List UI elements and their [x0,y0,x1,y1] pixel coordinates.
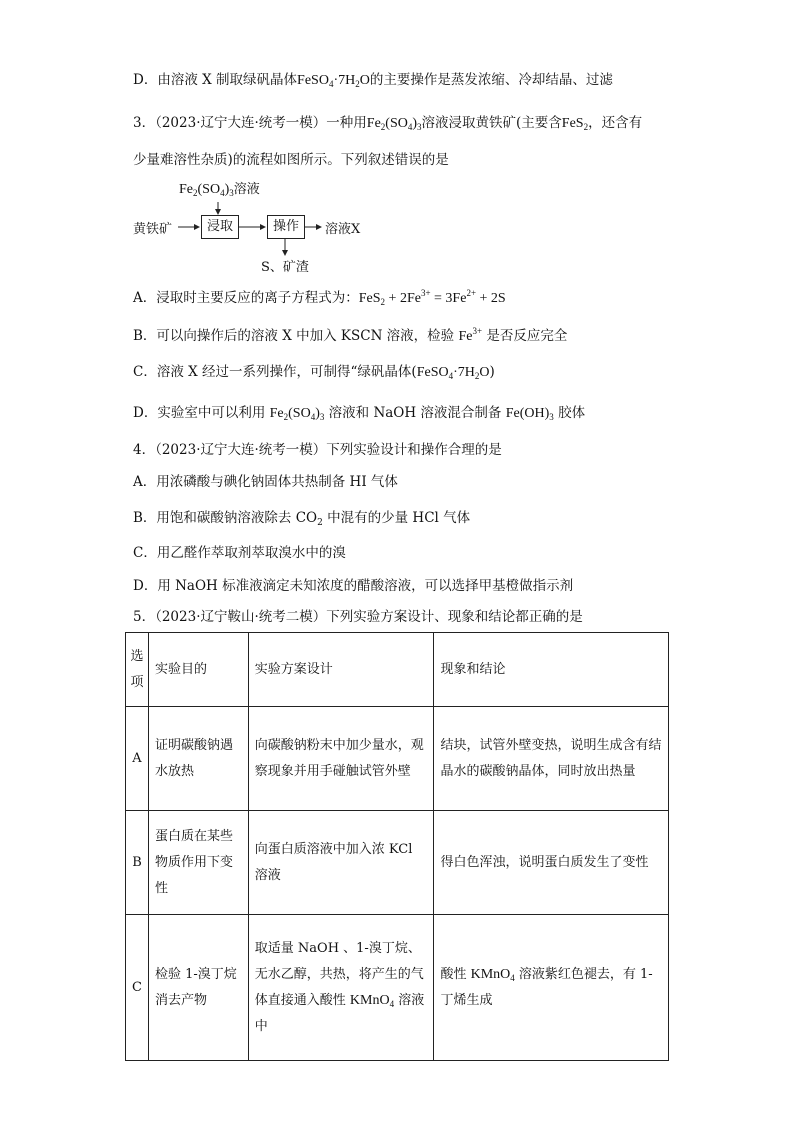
table-row [126,915,669,1061]
row-a-result: 结块，试管外壁变热，说明生成含有结晶水的碳酸钠晶体，同时放出热量 [434,707,669,811]
row-b-result: 得白色浑浊，说明蛋白质发生了变性 [434,811,669,915]
q3-reagent: $Fe_2(SO_4)_3$ [366,116,422,132]
row-c-option: C [126,915,149,1061]
header-option: 选 项 [126,633,149,707]
q3-stem-part3: 少量难溶性杂质)的流程如图所示。下列叙述错误的是 [133,152,449,168]
flow-output: 溶液X [325,222,361,237]
q3-stem-line1 [133,113,642,134]
q3-mineral: FeS$_2$ [561,116,589,132]
q5-stem: 5．（2023·辽宁鞍山·统考二模）下列实验方案设计、现象和结论都正确的是 [133,609,583,625]
q4-option-c: C．用乙醛作萃取剂萃取溴水中的溴 [133,545,346,561]
table-header-row [126,633,669,707]
row-b-purpose: 蛋白质在某些物质作用下变性 [148,811,248,915]
q2-option-d-formula: $FeSO_4\cdot 7H_2O$ [297,73,370,89]
q2-option-d-text: D．由溶液 X 制取绿矾晶体 [133,72,298,88]
q3-option-a: A．浸取时主要反应的离子方程式为：$FeS_2 + 2Fe^{3+} = 3Fe^{2+} + 2S$ [133,288,506,307]
flow-box-leach: 浸取 [201,215,239,239]
q4-option-a: A．用浓磷酸与碘化钠固体共热制备 HI 气体 [133,474,398,490]
q3-option-b: B．可以向操作后的溶液 X 中加入 KSCN 溶液，检验 $Fe^{3+}$ 是否反应完全 [133,326,568,344]
flow-input: 黄铁矿 [133,222,173,237]
row-c-purpose: 检验 1-溴丁烷消去产物 [148,915,248,1061]
q3-stem-part2: ，还含有 [588,115,643,131]
q3-stem-part1: 溶液浸取黄铁矿(主要含 [421,115,562,131]
q4-option-d: D．用 NaOH 标准液滴定未知浓度的醋酸溶液，可以选择甲基橙做指示剂 [133,578,574,594]
q2-option-d [133,70,613,91]
row-a-option: A [126,707,149,811]
row-a-purpose: 证明碳酸钠遇水放热 [148,707,248,811]
q3-source: 3．（2023·辽宁大连·统考一模）一种用 [133,115,367,131]
row-c-design: 取适量 NaOH 、1-溴丁烷、无水乙醇，共热，将产生的气体直接通入酸性 KMnO$_4$ 溶液中 [248,915,434,1061]
q3-option-d: D．实验室中可以利用 $Fe_2(SO_4)_3$ 溶液和 NaOH 溶液混合制备 $Fe(OH)_3$ 胶体 [133,405,586,422]
q2-option-d-tail: 的主要操作是蒸发浓缩、冷却结晶、过滤 [369,72,613,88]
header-design: 实验方案设计 [248,633,434,707]
row-c-result: 酸性 KMnO$_4$ 溶液紫红色褪去，有 1-丁烯生成 [434,915,669,1061]
q4-stem: 4．（2023·辽宁大连·统考一模）下列实验设计和操作合理的是 [133,442,502,458]
table-row [126,707,669,811]
header-purpose: 实验目的 [148,633,248,707]
q5-experiment-table [125,632,669,1061]
flow-byproduct: S、矿渣 [261,260,309,275]
row-a-design: 向碳酸钠粉末中加少量水，观察现象并用手碰触试管外壁 [248,707,434,811]
process-flow-diagram [133,176,393,276]
q4-option-b: B．用饱和碳酸钠溶液除去 $CO_2$ 中混有的少量 HCl 气体 [133,510,471,528]
header-result: 现象和结论 [434,633,669,707]
row-b-design: 向蛋白质溶液中加入浓 KCl 溶液 [248,811,434,915]
flow-top-reagent: $Fe_2(SO_4)_3$溶液 [179,182,260,198]
q3-option-c: C．溶液 X 经过一系列操作，可制得“绿矾晶体$(FeSO_4\cdot 7H_2O)$ [133,364,495,381]
q3-stem-line2 [133,150,449,170]
flow-box-operation: 操作 [267,215,305,239]
table-row [126,811,669,915]
row-b-option: B [126,811,149,915]
